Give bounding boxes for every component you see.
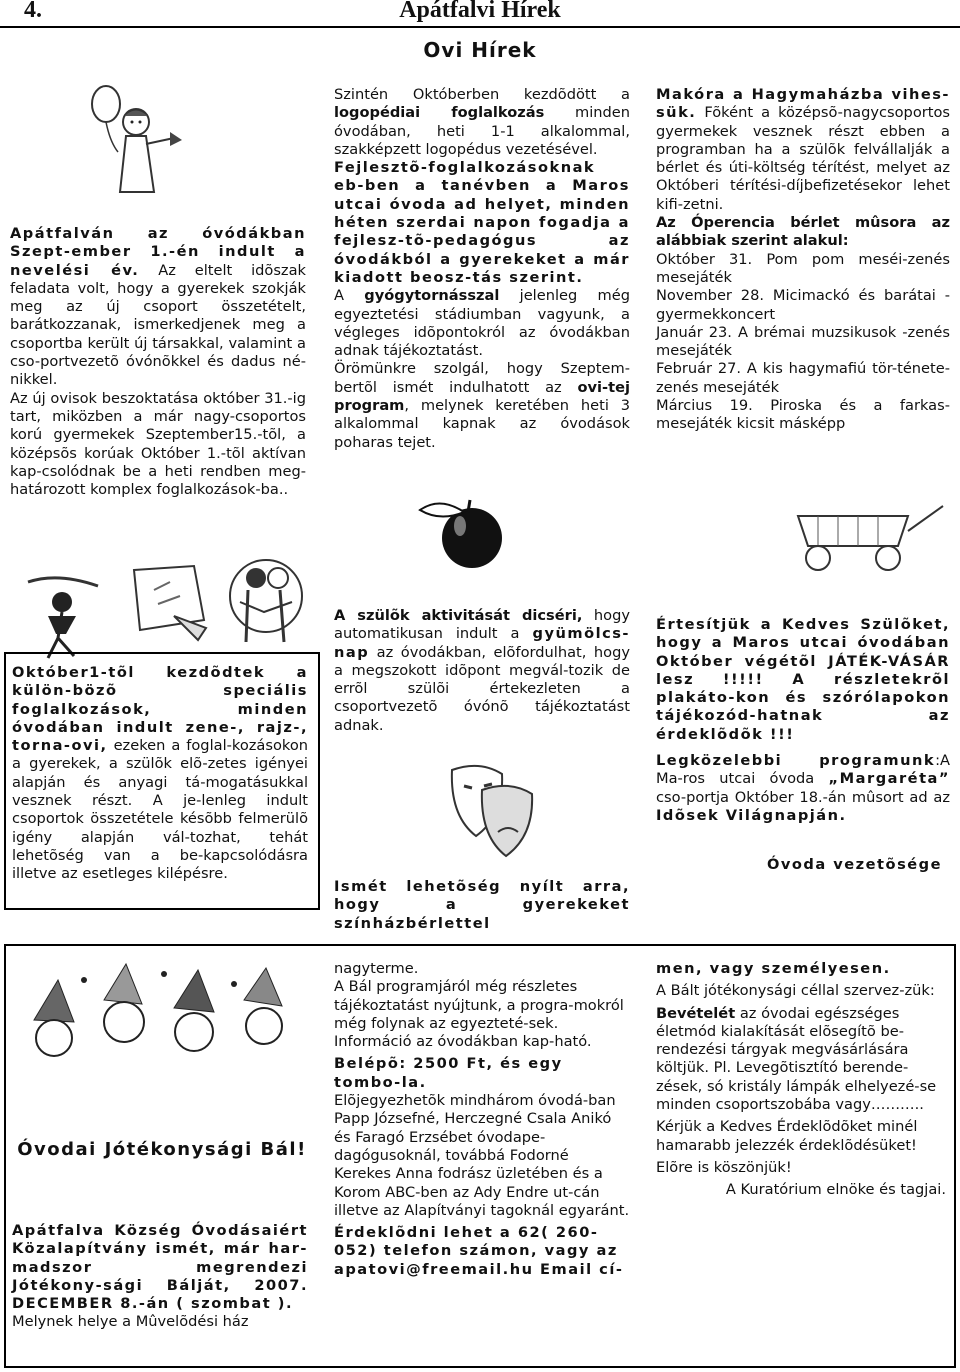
text: Fõként a középsõ-nagycsoportos gyermekek vesznek részt ebben a programban ha a szülõk felvállalják a bérlet és úti-költség térítést, melyet az Októberi térítési-díjbefizetésekor lehet kifi-zetni. [656, 104, 950, 213]
section-title: Ovi Hírek [423, 38, 537, 62]
schedule-date: Október 31. [656, 250, 753, 268]
schedule-item [656, 287, 950, 324]
schedule-show: Micimackó és barátai -gyermekkoncert [656, 287, 950, 323]
text: ezeken a foglal-kozásokon a gyerekek, a szülõk elõ-zetes igényei alapján és anyagi tá-mogatásukkal vesznek részt. A je-lenleg indult csoportok összetétele késõbb felmerülõ igény alapján vál-tozhat, tehát lehetõség van a be-kapcsolódásra illetve az esetleges kilépésre. [12, 737, 308, 883]
toy-fair-notice: Értesítjük a Kedves Szülõket, hogy a Maros utcai óvodában Október végétõl JÁTÉK-VÁSÁR lesz !!!!! A részletekrõl plakáto-kon és szórólapokon tájékozód-hatnak az érdeklõdõk !!! [656, 616, 950, 743]
text: az óvodákban, elõfordulhat, hogy a megszokott idõpont megvál-tozik de errõl szülõi értekezleten a csoportvezetõ óvónõ tájékoztatást adnak. [334, 643, 630, 734]
schedule-date: Február 27. [656, 360, 742, 378]
ball-column-1 [12, 1222, 308, 1332]
theater-subscription-text [334, 878, 630, 933]
column-1 [10, 225, 306, 499]
text: , melynek keretében heti 3 alkalommal kapnak az óvodások poharas tejet. [334, 397, 630, 451]
special-classes-box [4, 652, 320, 910]
signature-ovoda: Óvoda vezetõsége [766, 856, 942, 873]
schedule-date: Január 23. [656, 323, 732, 341]
page-header [0, 0, 960, 28]
ball-column-2 [334, 960, 630, 1279]
text-bold: Ismét lehetõség nyílt arra, hogy a gyerekeket színházbérlettel [334, 878, 630, 932]
dancer-illustration [18, 572, 110, 660]
schedule-show: Pom pom meséi-zenés mesejáték [656, 250, 950, 286]
text: Elõjegyezhetõk mindhárom óvodá-ban Papp Józsefné, Herczegné Csala Anikó és Faragó Erzsébet óvodape-dagógusoknál, továbbá Fodorné Kerekes Anna fodrász üzletében és a Korom ABC-ben az Ady Endre ut-cán illetve az Alapítványi tagoknál egyaránt. [334, 1092, 630, 1219]
children-music-illustration [220, 552, 312, 662]
paragraph-beszoktatas: Az új ovisok beszoktatása október 31.-ig tart, miközben a már nagy-csoportos korú gyermekek Szeptember15.-tõl, a középsõs korúak Október 1.-tõl aktívan kap-csolódnak be a heti rendben meg-határozott komplex foglalkozások-ba.. [10, 389, 306, 499]
text: cso-portja Október 18.-án mûsort ad az [656, 788, 950, 806]
column-3 [656, 86, 950, 434]
text-bold: gyógytornásszal [364, 287, 500, 305]
schedule-show: A kis hagymafiú tör-ténete-zenés mesejáték [656, 360, 950, 396]
text: Szintén Októberben kezdõdött a [334, 86, 630, 103]
kuratorium-signature: A Kuratórium elnöke és tagjai. [725, 1181, 946, 1199]
text-bold: A szülõk aktivitását dicséri, [334, 607, 583, 624]
text: nagyterme. [334, 960, 419, 977]
page-number: 4. [24, 0, 42, 23]
theater-masks-illustration [440, 756, 540, 866]
text: A [334, 287, 365, 305]
parents-activity-column [334, 607, 630, 735]
ball-column-3 [656, 960, 946, 1200]
wagon-illustration [778, 496, 948, 576]
paragraph-fejleszto: Fejlesztõ-foglalkozásoknak eb-ben a tanévben a Maros utcai óvoda ad helyet, minden héten szerdai napon fogadja a fejlesz-tõ-pedagógus az óvodákból a gyerekeket a már kiadott beosz-tás szerint. [334, 159, 630, 286]
text: :A Ma-ros utcai óvoda [656, 752, 950, 788]
theater-schedule [656, 251, 950, 434]
text-bold: Idõsek Világnapján. [656, 806, 847, 824]
intro-text: Az eltelt idõszak feladata volt, hogy a gyerekek szokják meg az új csoport összetételt, barátkozzanak, ismerkedjenek meg a csoportba került új társakkal, valamint a cso-portvezetõ óvónõkkel és dadus né-nikkel. [10, 261, 306, 389]
party-children-illustration [14, 960, 310, 1100]
text: hogy automatikusan indult a [334, 607, 630, 643]
text-bold: Bevételét [656, 1004, 736, 1022]
text: az óvodai egészséges életmód kialakítását elõsegítõ be-rendezési tárgyak megvásárlására költjük. Pl. Levegõtisztító berende-zések, só kristály lámpák elhelyezé-se minden csoportszobába vagy……….. [656, 1004, 937, 1114]
girl-with-balloon-illustration [66, 82, 206, 202]
text-bold: Október1-tõl kezdõdtek a külön-bözõ speciális foglalkozások, minden óvodában indult zene-, rajz-, torna-ovi, [12, 664, 308, 755]
text: A Bál programjáról még részletes tájékoztatást nyújtunk, a progra-mokról még folynak az egyezteté-sek. Információ az óvodákban kap-ható. [334, 978, 624, 1051]
text-bold: gyümölcs-nap [334, 625, 630, 661]
text: jelenleg még egyeztetési stádiumban vagyunk, a végleges idõpontokról az óvodákban adnak tájékoztatást. [334, 287, 630, 360]
text: minden óvodában, heti 1-1 alkalommal, szakképzett logopédus vezetésével. [334, 104, 630, 158]
text-bold: Legközelebbi programunk [656, 752, 936, 770]
operencia-heading: Az Óperencia bérlet mûsora az alábbiak szerint alakul: [656, 214, 950, 250]
schedule-date: Március 19. [656, 397, 753, 415]
text: Elõre is köszönjük! [656, 1158, 792, 1176]
schedule-item [656, 324, 950, 361]
text-bold: ovi-tej program [334, 378, 630, 415]
schedule-item [656, 360, 950, 397]
toy-fair-column [656, 616, 950, 825]
text-bold: „Margaréta” [828, 770, 950, 788]
newspaper-title: Apátfalvi Hírek [399, 0, 561, 23]
schedule-show: A brémai muzsikusok -zenés mesejáték [656, 323, 950, 360]
text: A Bált jótékonysági céllal szervez-zük: [656, 982, 935, 1000]
text-bold: logopédiai foglalkozás [334, 104, 545, 122]
ball-announcement: Apátfalva Község Óvodásaiért Közalapítvány ismét, már har-madszor megrendezi Jótékony-sági Bálját, 2007. DECEMBER 8.-án ( szombat ). [12, 1222, 308, 1313]
schedule-item [656, 397, 950, 434]
text: Örömünkre szolgál, hogy Szeptem-bertõl ismét indulhatott az [334, 360, 630, 396]
hand-drawing-illustration [124, 560, 214, 650]
ball-title: Óvodai Jótékonysági Bál! [17, 1139, 307, 1160]
apple-illustration [410, 488, 520, 576]
ball-venue: Melynek helye a Mûvelõdési ház [12, 1313, 249, 1331]
contact-info: Érdeklõdni lehet a 62( 260-052) telefon számon, vagy az apatovi@freemail.hu Email cí- [334, 1224, 624, 1278]
text-bold: men, vagy személyesen. [656, 960, 891, 977]
schedule-item [656, 251, 950, 288]
special-classes-text [12, 664, 308, 884]
schedule-show: Piroska és a farkas-mesejáték kicsit másképp [656, 397, 950, 433]
ticket-price: Belépõ: 2500 Ft, és egy tombo-la. [334, 1055, 563, 1091]
text-bold: Makóra a Hagymaházba vihes-sük. [656, 86, 950, 122]
column-2 [334, 86, 630, 452]
schedule-date: November 28. [656, 287, 765, 305]
text: Kérjük a Kedves Érdeklõdõket minél hamarabb jelezzék érdeklõdésüket! [656, 1118, 918, 1154]
intro-bold-text: Apátfalván az óvódákban Szept-ember 1.-én indult a nevelési év. [10, 225, 306, 279]
